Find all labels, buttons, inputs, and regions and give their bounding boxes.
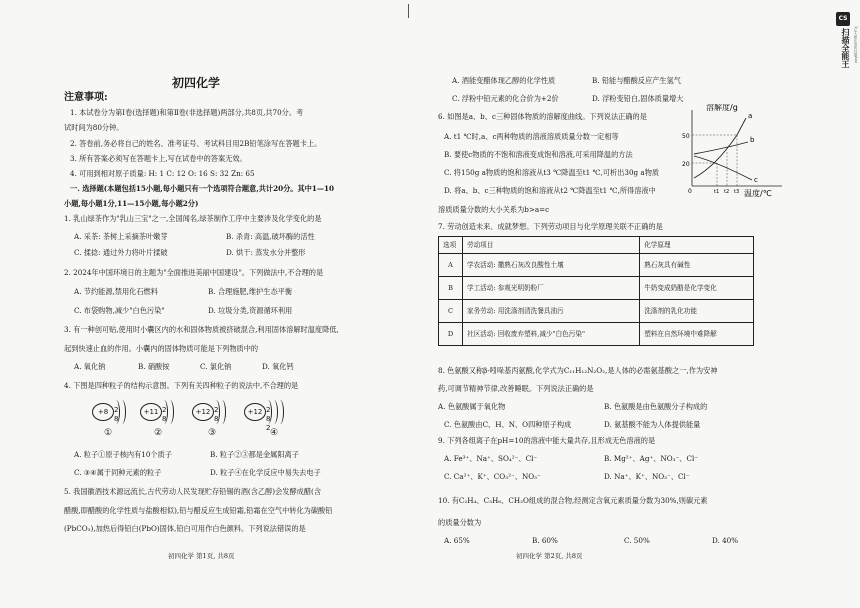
q2-stem: 2. 2024年中国环境日的主题为"全面推进美丽中国建设"。下列做法中,不合理的是 [64, 268, 324, 277]
q1-option-b: B. 杀青: 高温,破坏酶的活性 [226, 232, 315, 241]
q6-option-d-line-1: D. 将a、b、c三种物质的饱和溶液从t2 ℃降温至t1 ℃,所得溶液中 [444, 186, 656, 195]
q7-header-option: 选项 [439, 237, 463, 254]
atom-2-shells: 2 8 [162, 406, 167, 423]
q8-option-d: D. 氨基酸不能为人体提供能量 [604, 420, 701, 429]
notice-line-2: 试时间为80分钟。 [64, 123, 124, 132]
chart-curve-b [694, 142, 748, 154]
q7-stem: 7. 劳动创造未来、成就梦想。下列劳动项目与化学原理关联不正确的是 [438, 222, 663, 231]
q10-option-b: B. 60% [532, 536, 558, 545]
q6-option-b: B. 要使c物质的不饱和溶液变成饱和溶液,可采用降温的方法 [444, 150, 633, 159]
q8-option-b: B. 色氨酸是由色氨酸分子构成的 [604, 402, 708, 411]
q6-option-d-line-2: 溶质质量分数的大小关系为b>a=c [438, 205, 550, 214]
q7-row-d-option: D [439, 323, 463, 346]
scanner-tagline: 3亿人都在用的扫描App [854, 26, 858, 64]
table-row [439, 254, 754, 277]
chart-curve-a [694, 118, 746, 178]
q1-stem: 1. 乳山绿茶作为"乳山三宝"之一,全国闻名,绿茶制作工序中主要涉及化学变化的是 [64, 214, 322, 223]
q10-stem-line-2: 的质量分数为 [438, 518, 482, 527]
scanner-watermark [828, 0, 860, 90]
q3-option-a: A. 氧化钠 [74, 362, 106, 371]
q1-option-c: C. 揉捻: 通过外力将叶片揉破 [74, 248, 168, 257]
q7-row-b-option: B [439, 277, 463, 300]
exam-title: 初四化学 [172, 76, 221, 90]
q5-option-b: B. 铅能与醋酸反应产生氢气 [592, 76, 681, 85]
q3-option-b: B. 硝酸铵 [138, 362, 170, 371]
scanner-name: 扫描全能王 [841, 28, 850, 68]
chart-xlabel: 温度/℃ [744, 189, 772, 198]
q3-option-c: C. 氯化钠 [200, 362, 232, 371]
q6-option-a: A. t1 ℃时,a、c两种物质的溶液溶质质量分数一定相等 [444, 132, 619, 141]
q4-option-a: A. 粒子①原子核内有10个质子 [74, 450, 172, 459]
q10-option-a: A. 65% [444, 536, 470, 545]
q10-stem-line-1: 10. 有C₂H₄、C₃H₆、CH₂O组成的混合物,经测定含氧元素质量分数为30%,则碳元素 [438, 496, 708, 505]
atom-4-nucleus: +12 [244, 403, 266, 421]
q10-option-d: D. 40% [712, 536, 739, 545]
table-row [439, 277, 754, 300]
atom-3-shells: 2 8 [214, 406, 219, 423]
chart-series-b-label: b [750, 136, 755, 144]
table-row [439, 300, 754, 323]
page-1-footer: 初四化学 第1页, 共8页 [168, 552, 235, 560]
atom-3-shell-arc-2 [218, 400, 226, 424]
page-2-footer: 初四化学 第2页, 共8页 [516, 552, 583, 560]
q8-option-a: A. 色氨酸属于氧化物 [438, 402, 506, 411]
chart-xtick-t2: t2 [724, 189, 730, 195]
atom-1-shells: 2 8 [114, 406, 119, 423]
q6-option-c: C. 将150g a物质的饱和溶液从t3 ℃降温至t1 ℃,可析出30g a物质 [444, 168, 660, 177]
chart-xtick-t3: t3 [734, 189, 740, 195]
q5-line-3: (PbCO₃),加热后得铅白(PbO)固体,铅白可用作白色颜料。下列说法错误的是 [64, 524, 306, 533]
chart-ylabel: 溶解度/g [706, 104, 738, 112]
chart-curve-c [694, 156, 752, 180]
q4-option-d: D. 粒子④在化学反应中易失去电子 [210, 468, 321, 477]
q7-header-project: 劳动项目 [463, 237, 640, 254]
q6-stem: 6. 如图是a、b、c三种固体物质的溶解度曲线。下列说法正确的是 [438, 112, 647, 121]
q4-option-b: B. 粒子②③都是金属阳离子 [210, 450, 299, 459]
solubility-chart [676, 104, 786, 200]
q7-row-c-principle: 洗涤剂的乳化功能 [640, 300, 754, 323]
chart-series-c-label: c [754, 176, 758, 184]
q7-row-d-project: 社区活动: 回收废弃塑料,减少"白色污染" [463, 323, 640, 346]
q4-stem: 4. 下图是四种粒子的结构示意图。下列有关四种粒子的说法中,不合理的是 [64, 381, 299, 390]
q7-row-a-option: A [439, 254, 463, 277]
atom-2-label: ② [154, 428, 163, 438]
q7-header-principle: 化学原理 [640, 237, 754, 254]
q9-option-c: C. Ca²⁺、K⁺、CO₃²⁻、NO₃⁻ [444, 472, 541, 481]
q2-option-c: C. 布袋购物,减少"白色污染" [74, 306, 165, 315]
q5-line-1: 5. 我国徽酒技术源远流长,古代劳动人民发现贮存铅锡的酒(含乙醇)会发酵成醋(含 [64, 487, 322, 496]
q9-option-b: B. Mg²⁺、Ag⁺、NO₃⁻、Cl⁻ [604, 454, 699, 463]
q5-option-c: C. 浮粉中铅元素的化合价为+2价 [452, 94, 559, 103]
notice-line-3: 2. 答卷前,务必将自己的姓名、准考证号、考试科目用2B铅笔涂写在答题卡上。 [70, 139, 322, 148]
atom-3-label: ③ [208, 428, 217, 438]
notice-line-1: 1. 本试卷分为第Ⅰ卷(选择题)和第Ⅱ卷(非选择题)两部分,共8页,共70分。考 [70, 108, 304, 117]
chart-xtick-0: 0 [688, 188, 692, 195]
q7-table-header-row [439, 237, 754, 254]
q3-option-d: D. 氧化钙 [262, 362, 294, 371]
q7-table [438, 236, 754, 346]
section-1-line-2: 小题,每小题1分,11—15小题,每小题2分) [64, 199, 199, 208]
q8-stem-line-2: 药,可调节精神节律,改善睡眠。下列说法正确的是 [438, 384, 594, 393]
q7-row-c-project: 家务劳动: 用洗涤剂清洗餐具油污 [463, 300, 640, 323]
atom-2-shell-arc-2 [166, 400, 174, 424]
atom-1-nucleus: +8 [92, 403, 114, 421]
table-row [439, 323, 754, 346]
q2-option-d: D. 垃圾分类,资源循环利用 [208, 306, 293, 315]
fold-mark [408, 4, 409, 18]
q2-option-b: B. 合理施肥,维护生态平衡 [208, 287, 293, 296]
q7-row-a-project: 学农活动: 撒熟石灰改良酸性土壤 [463, 254, 640, 277]
chart-series-a-label: a [748, 112, 753, 120]
q4-option-c: C. ③④属于同种元素的粒子 [74, 468, 162, 477]
q1-option-a: A. 采茶: 茶树上采摘茶叶嫩芽 [74, 232, 168, 241]
atom-4-shell-arc-3 [276, 400, 284, 424]
q8-option-c: C. 色氨酸由C、H、N、O四种原子构成 [444, 420, 572, 429]
notice-heading: 注意事项: [64, 92, 108, 103]
atom-1-label: ① [104, 428, 113, 438]
q5-option-a: A. 酒能变醋体现乙醇的化学性质 [452, 76, 556, 85]
atom-1-shell-arc-2 [118, 400, 126, 424]
q7-row-c-option: C [439, 300, 463, 323]
atom-3-nucleus: +12 [192, 403, 214, 421]
chart-ytick-50: 50 [682, 133, 690, 140]
q5-option-d: D. 浮粉变铅白,固体质量增大 [592, 94, 684, 103]
notice-line-4: 3. 所有答案必须写在答题卡上,写在试卷中的答案无效。 [70, 154, 247, 163]
atom-4-label: ④ [270, 428, 279, 438]
q1-option-d: D. 烘干: 蒸发水分并整形 [226, 248, 306, 257]
q9-option-d: D. Na⁺、K⁺、NO₃⁻、Cl⁻ [604, 472, 690, 481]
q8-stem-line-1: 8. 色氨酸又称β-吲哚基丙氨酸,化学式为C₁₁H₁₂N₂O₂,是人体的必需氨基酸之一,作为安神 [438, 366, 718, 375]
notice-line-5: 4. 可用到相对原子质量: H: 1 C: 12 O: 16 S: 32 Zn: 65 [70, 169, 255, 178]
q7-row-d-principle: 塑料在自然环境中难降解 [640, 323, 754, 346]
q5-line-2: 醋酸,即醋酸的化学性质与盐酸相似),铅与醋反应生成铅霜,铅霜在空气中转化为碳酸铅 [64, 506, 333, 515]
q3-stem-line-2: 起到快速止血的作用。小囊内的固体物质可能是下列物质中的 [64, 344, 259, 353]
q3-stem-line-1: 3. 有一种创可贴,使用时小囊区内的水和固体物质被挤破混合,利用固体溶解时温度降低, [64, 325, 339, 334]
chart-xtick-t1: t1 [714, 189, 720, 195]
q9-stem: 9. 下列各组离子在pH=10的溶液中能大量共存,且形成无色溶液的是 [438, 436, 656, 445]
atom-2-nucleus: +11 [140, 403, 162, 421]
q7-row-a-principle: 熟石灰具有碱性 [640, 254, 754, 277]
chart-ytick-20: 20 [682, 161, 690, 168]
q9-option-a: A. Fe³⁺、Na⁺、SO₄²⁻、Cl⁻ [444, 454, 538, 463]
exam-page-1 [0, 0, 420, 608]
q7-row-b-project: 学工活动: 参观光明奶粉厂 [463, 277, 640, 300]
q10-option-c: C. 50% [624, 536, 650, 545]
scanner-logo-icon: CS [836, 12, 850, 26]
q2-option-a: A. 节约能源,禁用化石燃料 [74, 287, 158, 296]
q7-row-b-principle: 牛奶变成奶酪是化学变化 [640, 277, 754, 300]
section-1-line-1: 一. 选择题(本题包括15小题,每小题只有一个选项符合题意,共计20分。其中1—10 [70, 184, 335, 193]
atom-4-shells: 2 8 2 [266, 406, 271, 432]
